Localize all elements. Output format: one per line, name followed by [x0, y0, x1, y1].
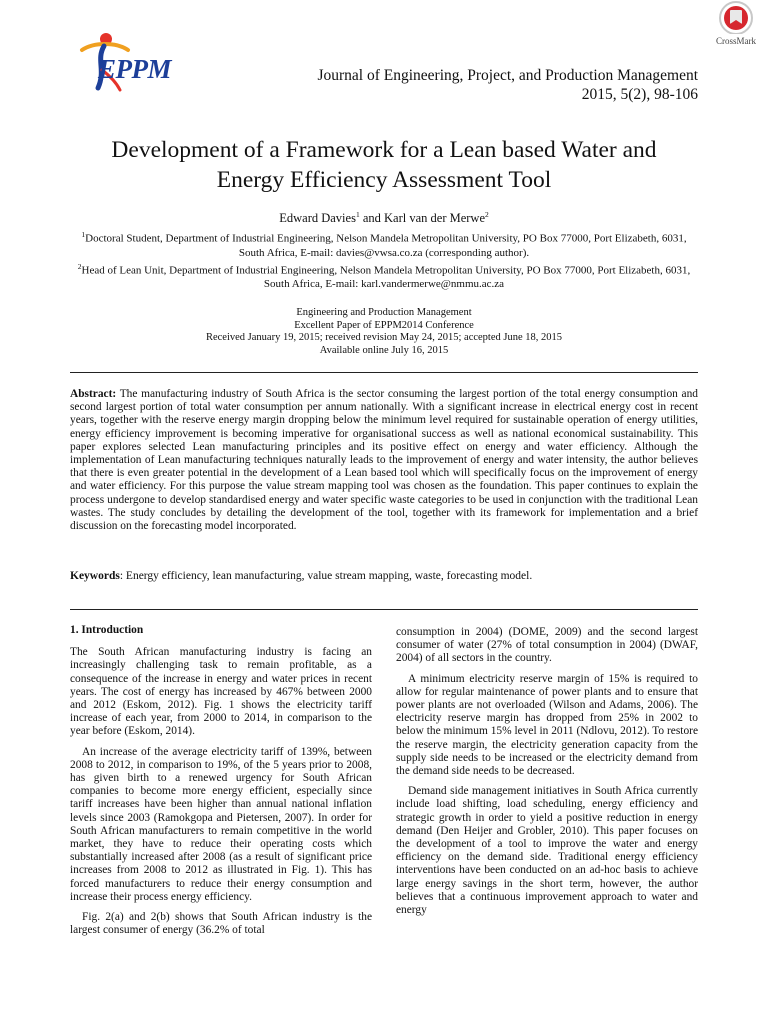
affiliation-2 — [70, 260, 698, 292]
affiliation-1-sup: 1 — [81, 230, 86, 239]
divider-top — [70, 372, 698, 373]
section-heading: 1. Introduction — [70, 624, 144, 636]
conf-line-1: Engineering and Production Management — [296, 307, 472, 318]
crossmark-icon — [711, 0, 761, 34]
journal-header — [317, 66, 698, 104]
conf-line-4: Available online July 16, 2015 — [319, 344, 449, 356]
paragraph: A minimum electricity reserve margin of 15% is required to allow for regular maintenance of power plants and to ensure that power plants are not overloaded (Wilson and Adams, 2006). The electricity reserve margin has dropped from 25% in 2002 to below the minimum 15% level in 2011 (Ndlovu, 2012). To restore the reserve margin, the electricity generation capacity from the supply side needs to be increased or the electricity demand from the demand side needs to be decreased. — [396, 672, 698, 778]
title-line-2: Energy Efficiency Assessment Tool — [216, 167, 552, 193]
crossmark-label: CrossMark — [716, 36, 756, 46]
author-conjunction: and — [359, 211, 385, 226]
affiliation-1 — [70, 228, 698, 260]
author-list — [0, 210, 768, 226]
divider-bottom — [70, 609, 698, 610]
paragraph: The South African manufacturing industry is facing an increasingly challenging task to remain profitable, as a consequence of the increase in energy and water prices in recent years. The cost of energy has increased by 467% between 2000 and 2012 (Eskom, 2012). Fig. 1 shows the electricity tariff increase of each year, from 2000 to 2014, in comparison to the year before (Eskom, 2014). — [70, 646, 372, 738]
journal-logo — [76, 30, 206, 92]
crossmark-badge[interactable] — [711, 0, 761, 34]
body-left-column — [70, 624, 372, 944]
abstract — [70, 388, 698, 533]
affiliation-2-sup: 2 — [77, 261, 82, 271]
paragraph: consumption in 2004) (DOME, 2009) and the second largest consumer of water (27% of total consumption in 2004) (DWAF, 2004) of all sectors in the country. — [396, 626, 698, 665]
paragraph: Fig. 2(a) and 2(b) shows that South African industry is the largest consumer of energy (36.2% of total — [70, 911, 372, 937]
journal-citation: 2015, 5(2), 98-106 — [581, 86, 698, 103]
paragraph: Demand side management initiatives in South Africa currently include load shifting, load scheduling, energy efficiency and strategic growth in order to yield a positive reduction in energy demand (Den Heijer and Grobler, 2010). This paper focuses on the development of a tool to improve the water and energy efficiency on the demand side. Traditional energy efficiency interventions have been conducted on an ad-hoc basis to achieve large energy savings in the short term, however, the author believes that a continuous improvement approach to water and energy — [396, 785, 698, 917]
body-right-column — [396, 626, 698, 924]
paper-title — [0, 135, 768, 195]
author-1-sup: 1 — [355, 210, 360, 219]
keywords — [70, 570, 698, 582]
conf-line-2: Excellent Paper of EPPM2014 Conference — [294, 319, 474, 331]
logo-text: EPPM — [98, 54, 172, 84]
abstract-text: The manufacturing industry of South Africa is the sector consuming the largest portion of the total energy consumption and second largest portion of total water consumption per annum nationally. With a significant increase in electrical energy cost in recent years, together with the reserve energy margin dropping below the minimum level required for sustainable operation of energy utilities, energy efficiency improvement is becoming imperative for organisational success as well as national economical sustainability. This paper explores selected Lean manufacturing principles and its positive effect on energy and water efficiency. Although the implementation of Lean manufacturing techniques naturally leads to the improvement of energy and water intensity, the author believes that there is even greater potential in the development of a Lean based tool which will specifically focus on the improvement of energy and water efficiency. For this purpose the value stream mapping tool was chosen as the foundation. This paper continues to explain the process undergone to develop standardised energy and water specific waste categories to be used in conjunction with the traditional Lean wastes. The study concludes by detailing the development of the tool, together with its framework for implementation and a brief discussion on the forecasting model incorporated. — [70, 388, 698, 533]
author-2-sup: 2 — [485, 210, 489, 219]
journal-name: Journal of Engineering, Project, and Production Management — [317, 67, 698, 84]
title-line-1: Development of a Framework for a Lean based Water and — [111, 137, 657, 163]
author-2: Karl van der Merwe — [384, 211, 486, 226]
publication-info — [0, 307, 768, 357]
keywords-label: Keywords — [70, 570, 120, 582]
author-1: Edward Davies — [279, 211, 356, 226]
affiliations — [70, 228, 698, 291]
keywords-text: : Energy efficiency, lean manufacturing, value stream mapping, waste, forecasting model. — [119, 570, 533, 582]
conf-line-3: Received January 19, 2015; received revision May 24, 2015; accepted June 18, 2015 — [205, 332, 563, 343]
paragraph: An increase of the average electricity tariff of 139%, between 2008 to 2012, in comparison to 19%, of the 5 years prior to 2008, has given birth to a renewed urgency for South African companies to become more energy efficient, especially since tariff increases have been higher than annual national inflation levels since 2003 (Ramokgopa and Pietersen, 2007). In order for South African manufacturers to remain competitive in the world market, they have to reduce their operating costs which substantially increased after 2008 (as a result of significant price increases from 2008 to 2012 as illustrated in Fig. 1). This has forced manufacturers to reduce their energy consumption and increase their process energy efficiency. — [70, 745, 372, 903]
abstract-label: Abstract: — [70, 388, 117, 400]
affiliation-1-text: Doctoral Student, Department of Industrial Engineering, Nelson Mandela Metropolitan University, PO Box 77000, Port Elizabeth, 6031, South Africa, E-mail: davies@vwsa.co.za (corresponding author). — [85, 232, 687, 259]
affiliation-2-text: Head of Lean Unit, Department of Industrial Engineering, Nelson Mandela Metropolitan University, PO Box 77000, Port Elizabeth, 6031, South Africa, E-mail: karl.vandermerwe@nmmu.ac.za — [81, 264, 691, 291]
